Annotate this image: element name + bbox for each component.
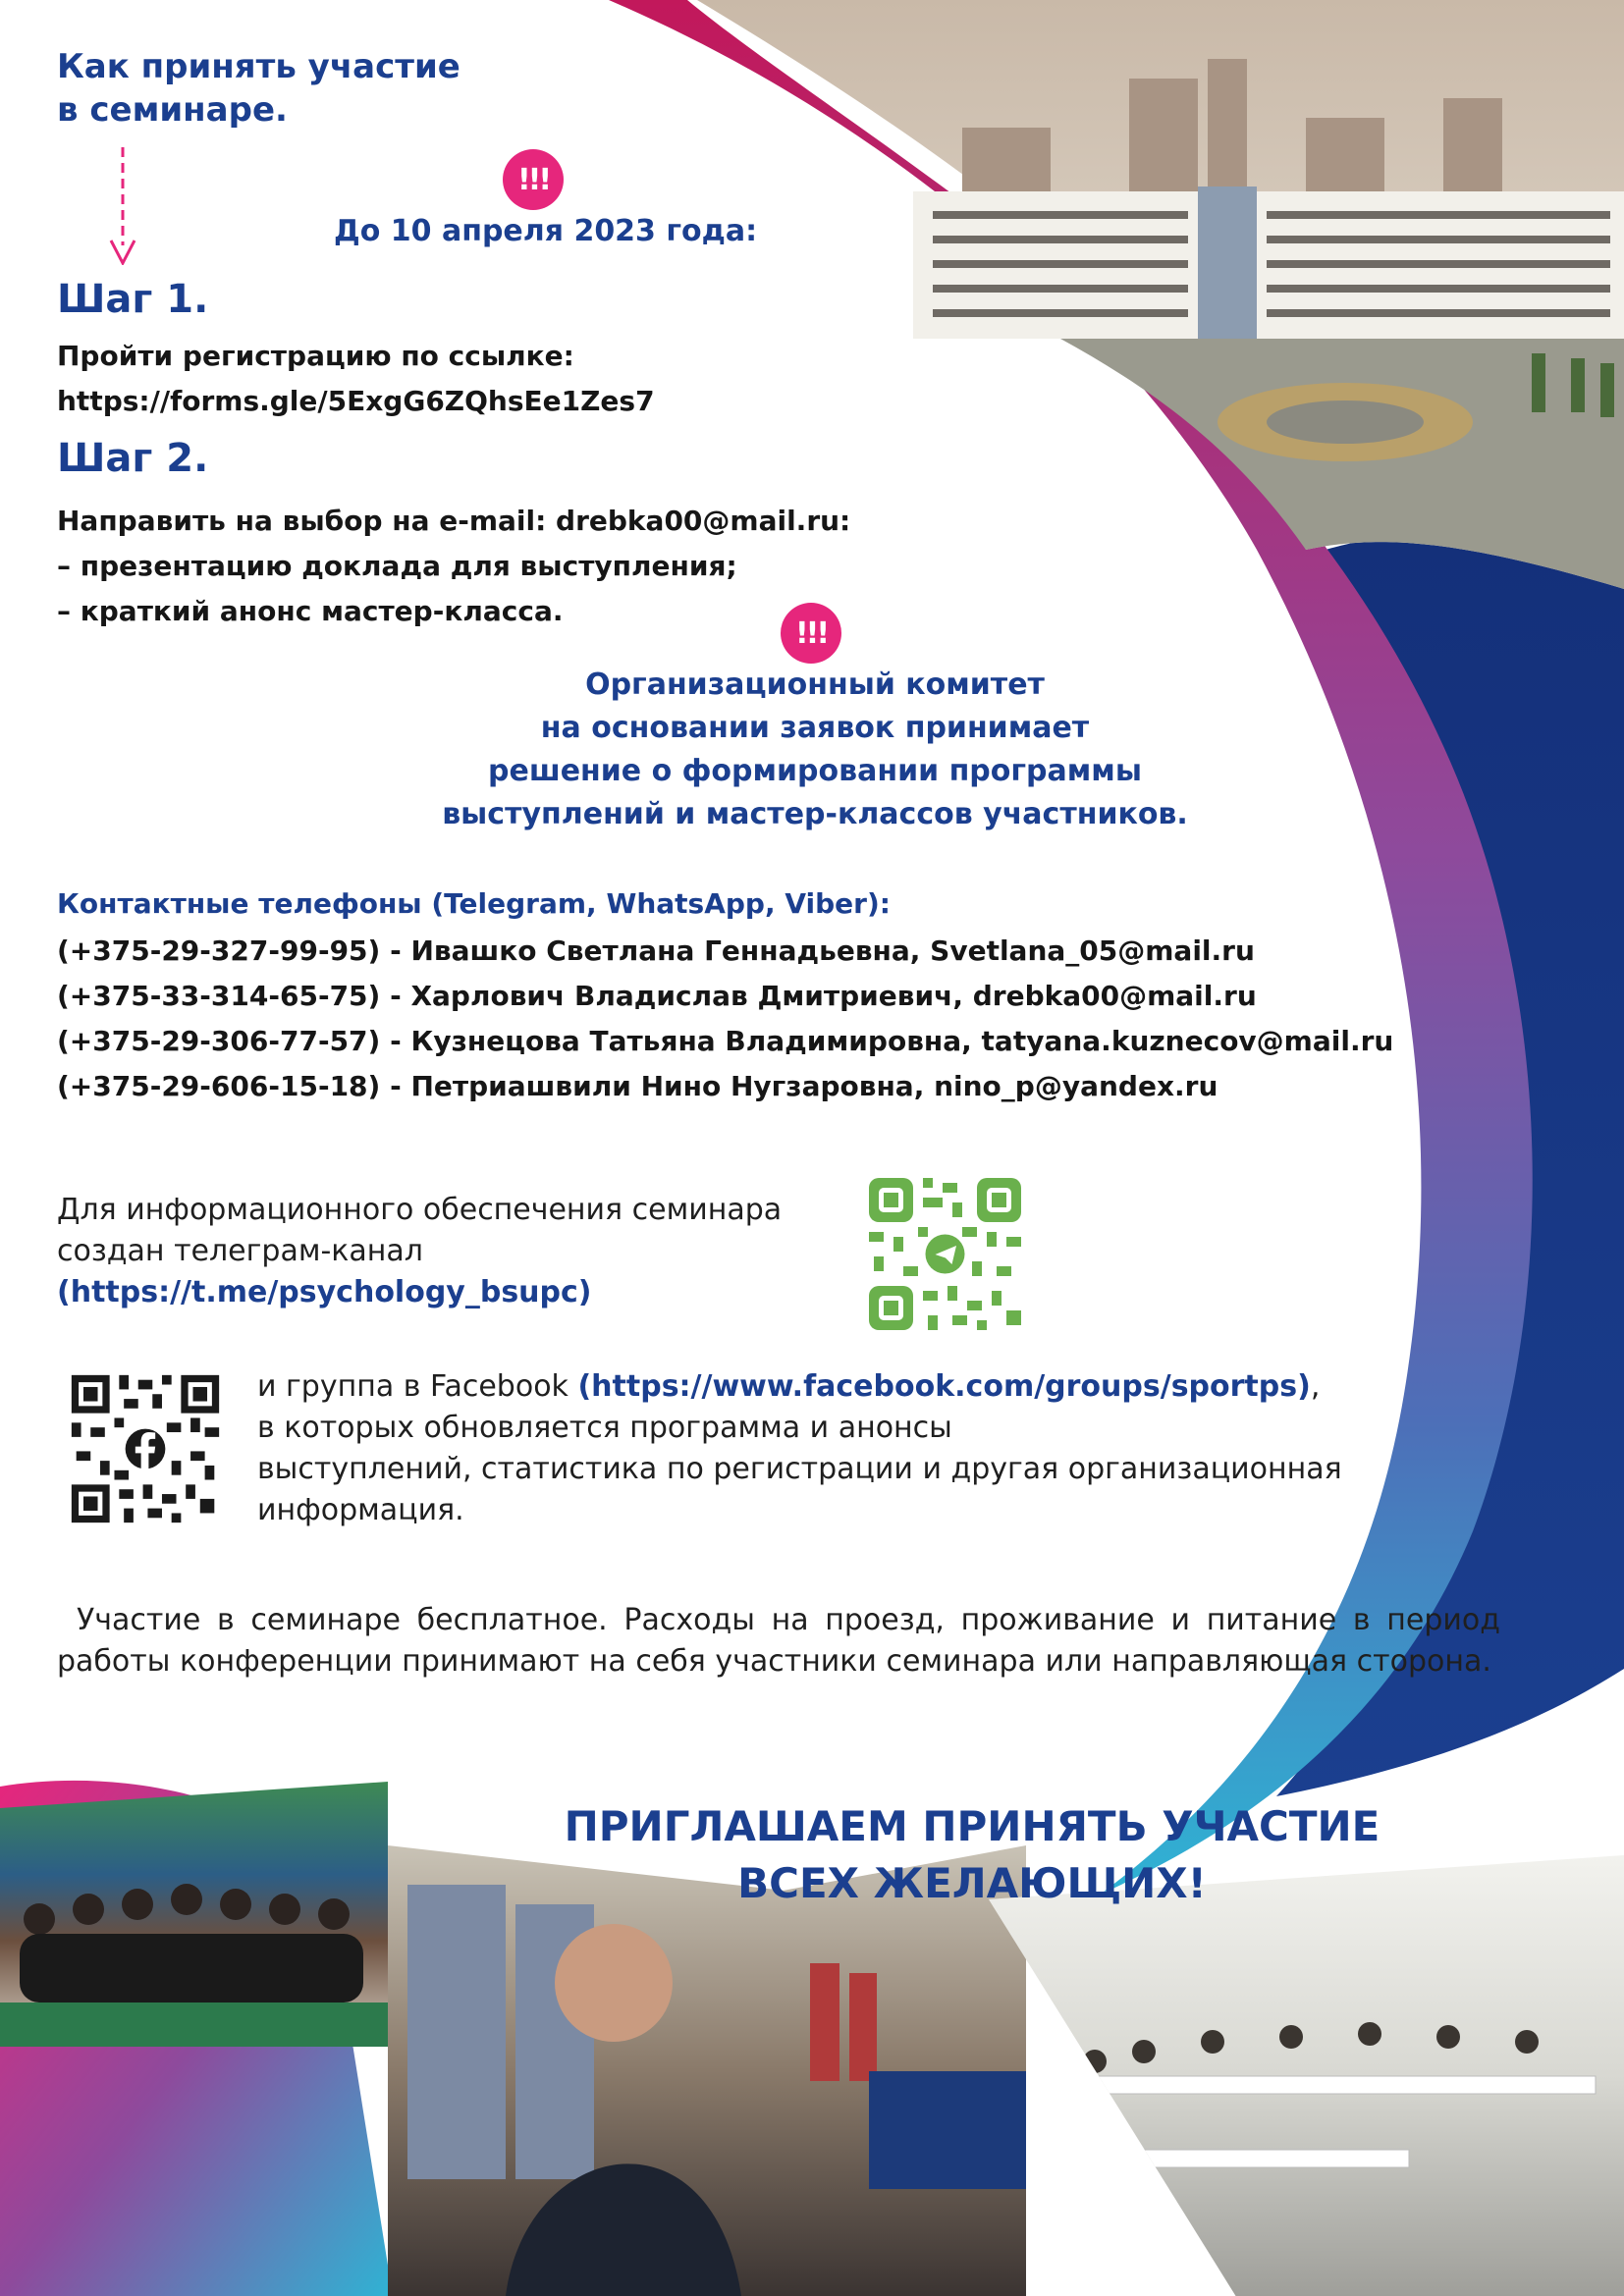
contact-item: [57, 1064, 1393, 1109]
group-photo: [0, 1782, 388, 2047]
step2-line: – краткий анонс мастер-класса.: [57, 595, 564, 627]
contact-item: [57, 974, 1393, 1019]
committee-line: решение о формировании программы: [488, 754, 1142, 788]
telegram-line: Для информационного обеспечения семинара: [57, 1193, 783, 1227]
step2-line: – презентацию доклада для выступления;: [57, 550, 737, 582]
facebook-suffix: ,: [1310, 1369, 1321, 1404]
free-line: Участие в семинаре бесплатное. Расходы на проезд, проживание и питание в период: [77, 1603, 1500, 1637]
step2-text: [57, 499, 850, 634]
page-title-line: в семинаре.: [57, 90, 288, 130]
contacts-list: [57, 929, 1393, 1109]
group-photo-people: [0, 1782, 388, 2047]
step2-title: Шаг 2.: [57, 436, 209, 481]
contact-phone[interactable]: (+375-33-314-65-75): [57, 980, 381, 1012]
registration-link[interactable]: https://forms.gle/5ExgG6ZQhsEe1Zes7: [57, 385, 655, 417]
step1-text: [57, 334, 655, 424]
free-line: работы конференции принимают на себя участники семинара или направляющая сторона.: [57, 1644, 1491, 1679]
contact-item: [57, 1019, 1393, 1064]
facebook-line: в которых обновляется программа и анонсы: [257, 1411, 952, 1445]
facebook-line: информация.: [257, 1493, 464, 1527]
invitation-banner: [530, 1798, 1414, 1912]
step2-line: Направить на выбор на e-mail: drebka00@mail.ru:: [57, 505, 851, 537]
telegram-info: [57, 1190, 782, 1313]
arrow-down-icon: [108, 147, 137, 265]
committee-line: выступлений и мастер-классов участников.: [442, 797, 1188, 831]
contact-phone[interactable]: (+375-29-327-99-95): [57, 934, 381, 967]
committee-notice: [324, 664, 1306, 836]
contact-person: - Петриашвили Нино Нугзаровна, nino_p@yandex.ru: [380, 1070, 1218, 1102]
step1-line: Пройти регистрацию по ссылке:: [57, 340, 574, 372]
speaker-photo: [388, 1845, 1026, 2296]
invitation-line: ВСЕХ ЖЕЛАЮЩИХ!: [737, 1859, 1207, 1907]
committee-line: Организационный комитет: [585, 667, 1045, 702]
exclamation-badge-icon: !!!: [781, 603, 841, 664]
facebook-info: [257, 1366, 1342, 1531]
contact-phone[interactable]: (+375-29-306-77-57): [57, 1025, 381, 1057]
telegram-qr-code-icon[interactable]: [864, 1173, 1026, 1335]
deadline-text: До 10 апреля 2023 года:: [334, 214, 758, 248]
contact-person: - Кузнецова Татьяна Владимировна, tatyana.kuznecov@mail.ru: [380, 1025, 1394, 1057]
invitation-line: ПРИГЛАШАЕМ ПРИНЯТЬ УЧАСТИЕ: [564, 1802, 1380, 1850]
speaker-scene: [388, 1845, 1026, 2296]
facebook-prefix: и группа в Facebook: [257, 1369, 578, 1404]
exclamation-badge-icon: !!!: [503, 149, 564, 210]
telegram-line: создан телеграм-канал: [57, 1234, 423, 1268]
page-title: [57, 45, 460, 132]
step1-title: Шаг 1.: [57, 277, 209, 322]
contact-person: - Ивашко Светлана Геннадьевна, Svetlana_05@mail.ru: [380, 934, 1255, 967]
contact-phone[interactable]: (+375-29-606-15-18): [57, 1070, 381, 1102]
contact-person: - Харлович Владислав Дмитриевич, drebka00@mail.ru: [380, 980, 1257, 1012]
facebook-qr-code-icon[interactable]: [67, 1370, 224, 1527]
contacts-title: Контактные телефоны (Telegram, WhatsApp, Viber):: [57, 887, 891, 920]
contact-item: [57, 929, 1393, 974]
telegram-link[interactable]: (https://t.me/psychology_bsupc): [57, 1275, 592, 1309]
free-participation-notice: [57, 1600, 1500, 1682]
facebook-link[interactable]: (https://www.facebook.com/groups/sportps): [577, 1369, 1311, 1404]
page-title-line: Как принять участие: [57, 47, 460, 86]
facebook-line: выступлений, статистика по регистрации и другая организационная: [257, 1452, 1342, 1486]
facebook-first-line: [257, 1366, 1342, 1408]
committee-line: на основании заявок принимает: [540, 711, 1090, 745]
